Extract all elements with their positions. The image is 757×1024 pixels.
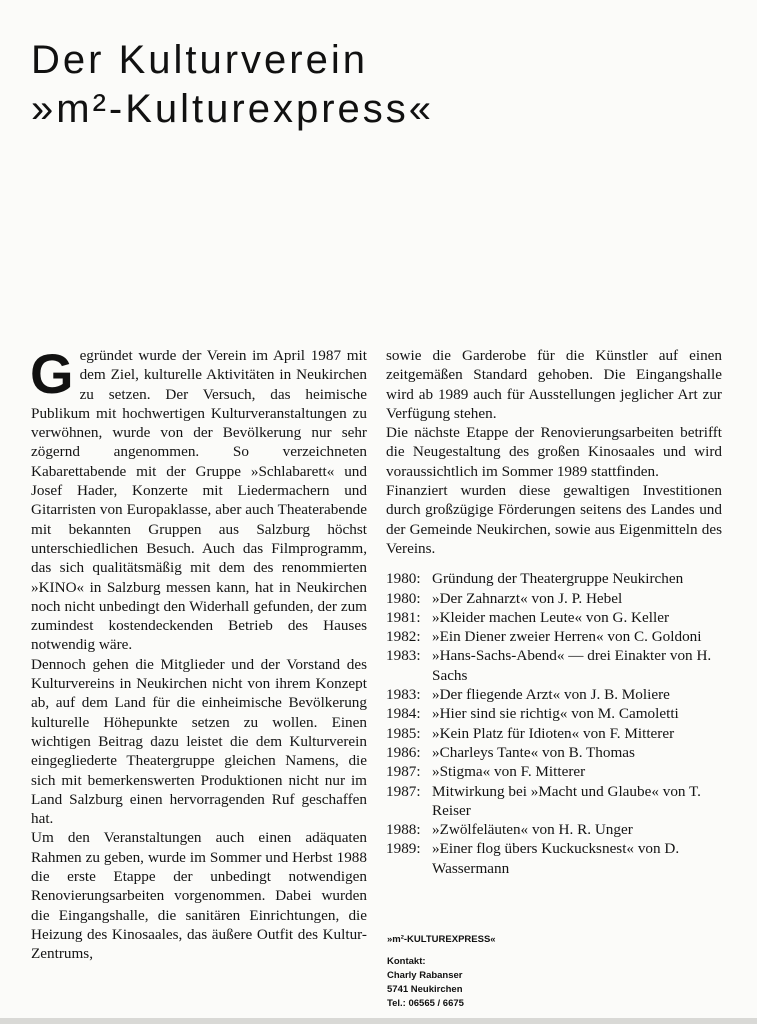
title-line-1: Der Kulturverein (31, 38, 369, 82)
chronology-text: Gründung der Theatergruppe Neukirchen (432, 570, 684, 588)
chronology-item (386, 782, 722, 821)
chronology-year: 1982: (386, 628, 421, 646)
paragraph-renovation: Um den Veranstaltungen auch einen adäquaten Rahmen zu geben, wurde im Sommer und Herbst 1988 die erste Etappe der unbedingt notwendigen Renovierungsarbeiten vorgenommen. Dabei wurden die Eingangshalle, die sanitären Einrichtungen, die Heizung des Kinosaales, das äußere Outfit des Kultur-Zentrums, (31, 829, 367, 963)
page-title (31, 36, 434, 134)
chronology-year: 1981: (386, 608, 421, 626)
chronology-item (386, 685, 722, 704)
contact-name: Charly Rabanser (387, 970, 463, 981)
drop-cap: G (30, 342, 74, 405)
paragraph-next-stage: Die nächste Etappe der Renovierungsarbeiten betrifft die Neugestaltung des großen Kinosaales und wird voraussichtlich im Sommer 1989 stattfinden. (386, 424, 722, 480)
contact-phone: Tel.: 06565 / 6675 (387, 998, 464, 1009)
page-bottom-edge (0, 1018, 757, 1024)
contact-label: Kontakt: (387, 956, 426, 967)
chronology-text: »Charleys Tante« von B. Thomas (432, 743, 635, 761)
chronology-text: »Kein Platz für Idioten« von F. Mitterer (432, 724, 675, 742)
chronology-year: 1983: (386, 686, 421, 704)
chronology-text: »Hier sind sie richtig« von M. Camoletti (432, 705, 679, 723)
chronology-item (386, 704, 722, 723)
chronology-year: 1986: (386, 743, 421, 761)
chronology-item (386, 569, 722, 588)
chronology-year: 1983: (386, 647, 421, 665)
right-column (386, 346, 722, 878)
chronology-year: 1988: (386, 821, 421, 839)
contact-org: »m²-KULTUREXPRESS« (387, 934, 496, 945)
chronology-item (386, 724, 722, 743)
chronology-year: 1987: (386, 782, 421, 800)
chronology-item (386, 820, 722, 839)
contact-spacer (387, 947, 496, 955)
chronology-year: 1984: (386, 705, 421, 723)
chronology-item (386, 627, 722, 646)
chronology-text: Mitwirkung bei »Macht und Glaube« von T. Reiser (432, 782, 701, 819)
title-line-2: »m²-Kulturexpress« (31, 87, 435, 131)
chronology-text: »Einer flog übers Kuckucksnest« von D. Wassermann (432, 840, 680, 877)
chronology-item (386, 762, 722, 781)
paragraph-financing: Finanziert wurden diese gewaltigen Investitionen durch großzügige Förderungen seitens des Landes und der Gemeinde Neukirchen, sowie aus Eigenmitteln des Vereins. (386, 482, 722, 557)
chronology-list (386, 569, 722, 878)
chronology-text: »Ein Diener zweier Herren« von C. Goldoni (432, 628, 702, 646)
contact-block (387, 933, 496, 1011)
chronology-text: »Zwölfeläuten« von H. R. Unger (432, 821, 633, 839)
chronology-text: »Stigma« von F. Mitterer (432, 763, 586, 781)
contact-city: 5741 Neukirchen (387, 984, 463, 995)
chronology-item (386, 608, 722, 627)
chronology-year: 1989: (386, 840, 421, 858)
paragraph-intro (30, 342, 367, 655)
chronology-item (386, 646, 722, 685)
chronology-year: 1980: (386, 570, 421, 588)
paragraph-garderobe: sowie die Garderobe für die Künstler auf einen zeitgemäßen Standard gehoben. Die Eingangshalle wird ab 1989 auch für Ausstellungen jeglicher Art zur Verfügung stehen. (386, 347, 722, 422)
chronology-text: »Der fliegende Arzt« von J. B. Moliere (432, 686, 670, 704)
chronology-text: »Kleider machen Leute« von G. Keller (432, 608, 670, 626)
chronology-item (386, 743, 722, 762)
chronology-year: 1980: (386, 589, 421, 607)
chronology-text: »Hans-Sachs-Abend« — drei Einakter von H. Sachs (432, 647, 712, 684)
left-column (30, 342, 367, 964)
chronology-item (386, 839, 722, 878)
chronology-year: 1987: (386, 763, 421, 781)
paragraph-concept: Dennoch gehen die Mitglieder und der Vorstand des Kulturvereins in Neukirchen nicht von ihrem Konzept ab, auf dem Land für die einheimische Bevölkerung kulturelle Höhepunkte setzen zu wollen. Einen wichtigen Beitrag dazu leistet die dem Kulturverein eingegliederte Theatergruppe gleichen Namens, die sich mit bemerkenswerten Produktionen nicht nur im Land Salzburg einen hervorragenden Ruf geschaffen hat. (31, 655, 367, 828)
chronology-item (386, 589, 722, 608)
chronology-year: 1985: (386, 724, 421, 742)
paragraph-intro-text: egründet wurde der Verein im April 1987 mit dem Ziel, kulturelle Aktivitäten in Neukirchen zu setzen. Der Versuch, das heimische Publikum mit hochwertigen Kulturveranstaltungen zu verwöhnen, wurde von der Bevölkerung nur sehr zögernd angenommen. So verzeichneten Kabarettabende mit der Gruppe »Schlabarett« und Josef Hader, Konzerte mit Liedermachern und Gitarristen von Europaklasse, aber auch Theaterabende mit bekannten Gruppen aus Salzburg höchst unterschiedlichen Besuch. Auch das Filmprogramm, das sich qualitätsmäßig mit dem des renommierten »KINO« in Salzburg messen kann, hat in Neukirchen noch nicht unbedingt den Widerhall gefunden, der zum zumindest kostendeckenden Betrieb des Hauses notwendig wäre. (31, 347, 367, 654)
chronology-text: »Der Zahnarzt« von J. P. Hebel (432, 589, 623, 607)
